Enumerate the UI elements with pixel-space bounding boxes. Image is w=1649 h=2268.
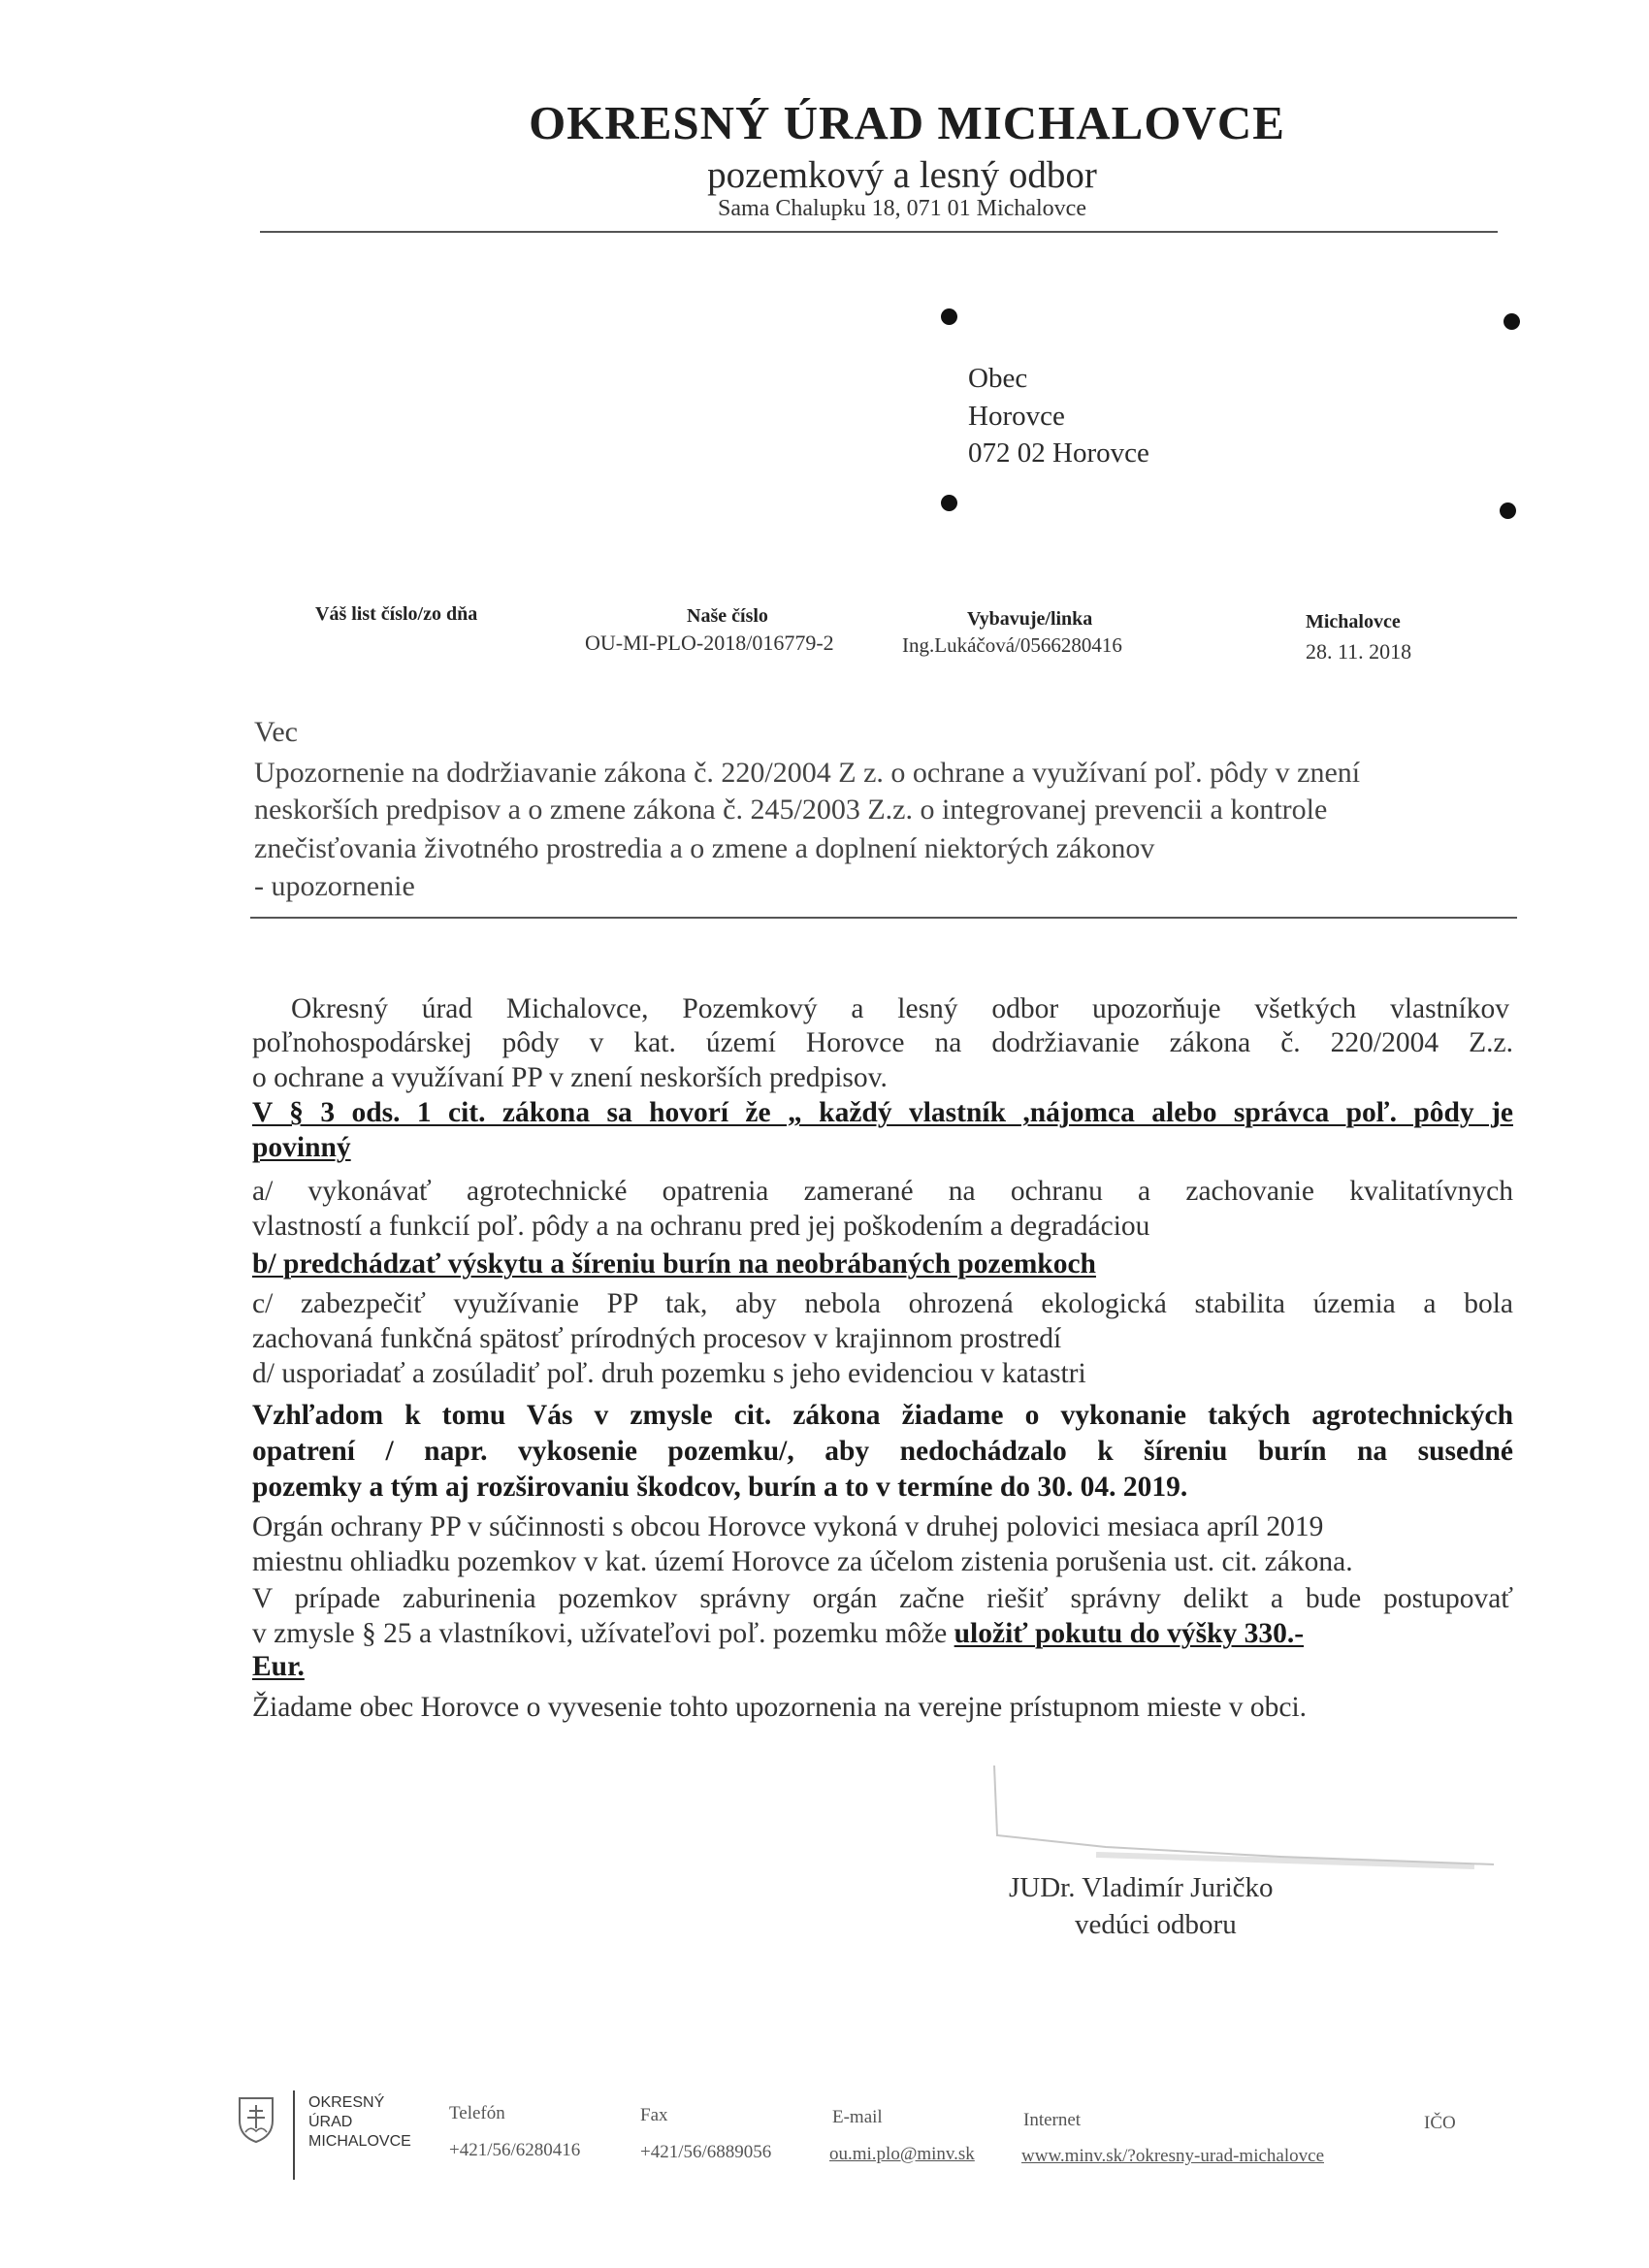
place-label: Michalovce [1306,611,1401,632]
request-line-3: pozemky a tým aj rozširovaniu škodcov, burín a to v termíne do 30. 04. 2019. [252,1472,1188,1503]
department-subtitle: pozemkový a lesný odbor [707,154,1097,196]
intro-line-3: o ochrane a využívaní PP v znení neskorších predpisov. [252,1062,888,1093]
our-number-label: Naše číslo [687,605,768,627]
your-letter-label: Váš list číslo/zo dňa [315,603,478,625]
handled-by-value: Ing.Lukáčová/0566280416 [902,633,1122,657]
header-divider [260,231,1498,233]
subject-line-4: - upozornenie [254,870,415,902]
window-mark-top-right [1504,313,1520,330]
footer-fax-value: +421/56/6889056 [640,2142,772,2162]
inspection-line-1: Orgán ochrany PP v súčinnosti s obcou Horovce vykoná v druhej polovici mesiaca apríl 2019 [252,1511,1324,1542]
subject-label: Vec [254,716,298,748]
signatory-role: vedúci odboru [1075,1909,1237,1940]
item-c-line-2: zachovaná funkčná spätosť prírodných procesov v krajinnom prostredí [252,1323,1062,1354]
footer-fax-label: Fax [640,2105,668,2125]
item-c-line-1: c/ zabezpečiť využívanie PP tak, aby nebola ohrozená ekologická stabilita územia a bola [252,1288,1513,1319]
penalty-line-2 [252,1616,1513,1651]
footer-internet-link[interactable]: www.minv.sk/?okresny-urad-michalovce [1021,2146,1324,2166]
handled-by-label: Vybavuje/linka [967,608,1093,630]
stamp-edge-mark [989,1746,1533,1882]
letter-date: 28. 11. 2018 [1306,639,1412,664]
footer-org-block [308,2093,411,2152]
window-mark-bottom-right [1500,502,1516,519]
footer-org-line-3: MICHALOVCE [308,2133,411,2150]
subject-divider [250,917,1517,919]
penalty-line-1: V prípade zaburinenia pozemkov správny orgán začne riešiť správny delikt a bude postupovať [252,1583,1513,1614]
footer-email-link[interactable]: ou.mi.plo@minv.sk [829,2144,975,2164]
subject-line-3: znečisťovania životného prostredia a o zmene a doplnení niektorých zákonov [254,832,1155,864]
request-line-1: Vzhľadom k tomu Vás v zmysle cit. zákona žiadame o vykonanie takých agrotechnických [252,1400,1513,1431]
item-a-line-1: a/ vykonávať agrotechnické opatrenia zamerané na ochranu a zachovanie kvalitatívnych [252,1176,1513,1207]
penalty-text: v zmysle § 25 a vlastníkovi, užívateľovi poľ. pozemku môže [252,1618,948,1649]
footer-internet-label: Internet [1023,2110,1082,2130]
intro-line-1: Okresný úrad Michalovce, Pozemkový a lesný odbor upozorňuje všetkých vlastníkov [291,993,1509,1024]
item-a-line-2: vlastností a funkcií poľ. pôdy a na ochranu pred jej poškodením a degradáciou [252,1211,1150,1242]
recipient-line-1: Obec [968,363,1028,394]
penalty-amount: uložiť pokutu do výšky 330.- [954,1618,1305,1649]
office-address: Sama Chalupku 18, 071 01 Michalovce [718,196,1086,221]
footer-ico-label: IČO [1424,2113,1456,2133]
intro-line-2: poľnohospodárskej pôdy v kat. území Horovce na dodržiavanie zákona č. 220/2004 Z.z. [252,1027,1513,1058]
subject-line-2: neskorších predpisov a o zmene zákona č. 245/2003 Z.z. o integrovanej prevencii a kontrole [254,794,1328,826]
item-d-line-1: d/ usporiadať a zosúladiť poľ. druh pozemku s jeho evidenciou v katastri [252,1358,1086,1389]
footer-phone-value: +421/56/6280416 [449,2140,581,2160]
office-title: OKRESNÝ ÚRAD MICHALOVCE [529,96,1285,149]
window-mark-top-left [941,308,957,325]
request-to-municipality: Žiadame obec Horovce o vyvesenie tohto upozornenia na verejne prístupnom mieste v obci. [252,1692,1308,1723]
item-b-line-1: b/ predchádzať výskytu a šíreniu burín na neobrábaných pozemkoch [252,1248,1096,1280]
footer-org-line-2: ÚRAD [308,2114,353,2130]
inspection-line-2: miestnu ohliadku pozemkov v kat. území Horovce za účelom zistenia porušenia ust. cit. zákona. [252,1546,1353,1577]
footer-email-label: E-mail [832,2107,883,2127]
our-number-value: OU-MI-PLO-2018/016779-2 [585,631,834,655]
recipient-line-2: Horovce [968,401,1065,432]
law-quote-line-1: V § 3 ods. 1 cit. zákona sa hovorí že „ každý vlastník ,nájomca alebo správca poľ. pôdy je [252,1097,1513,1128]
footer-org-line-1: OKRESNÝ [308,2094,385,2111]
window-mark-bottom-left [941,495,957,511]
footer-phone-label: Telefón [449,2103,505,2123]
penalty-line-3: Eur. [252,1651,305,1682]
coat-of-arms-icon [237,2095,275,2144]
recipient-line-3: 072 02 Horovce [968,437,1149,469]
signatory-name: JUDr. Vladimír Juričko [1009,1872,1274,1903]
footer-divider [293,2090,295,2180]
request-line-2: opatrení / napr. vykosenie pozemku/, aby nedochádzalo k šíreniu burín na susedné [252,1436,1513,1467]
law-quote-line-2: povinný [252,1132,351,1163]
subject-line-1: Upozornenie na dodržiavanie zákona č. 220/2004 Z z. o ochrane a využívaní poľ. pôdy v znení [254,757,1361,789]
